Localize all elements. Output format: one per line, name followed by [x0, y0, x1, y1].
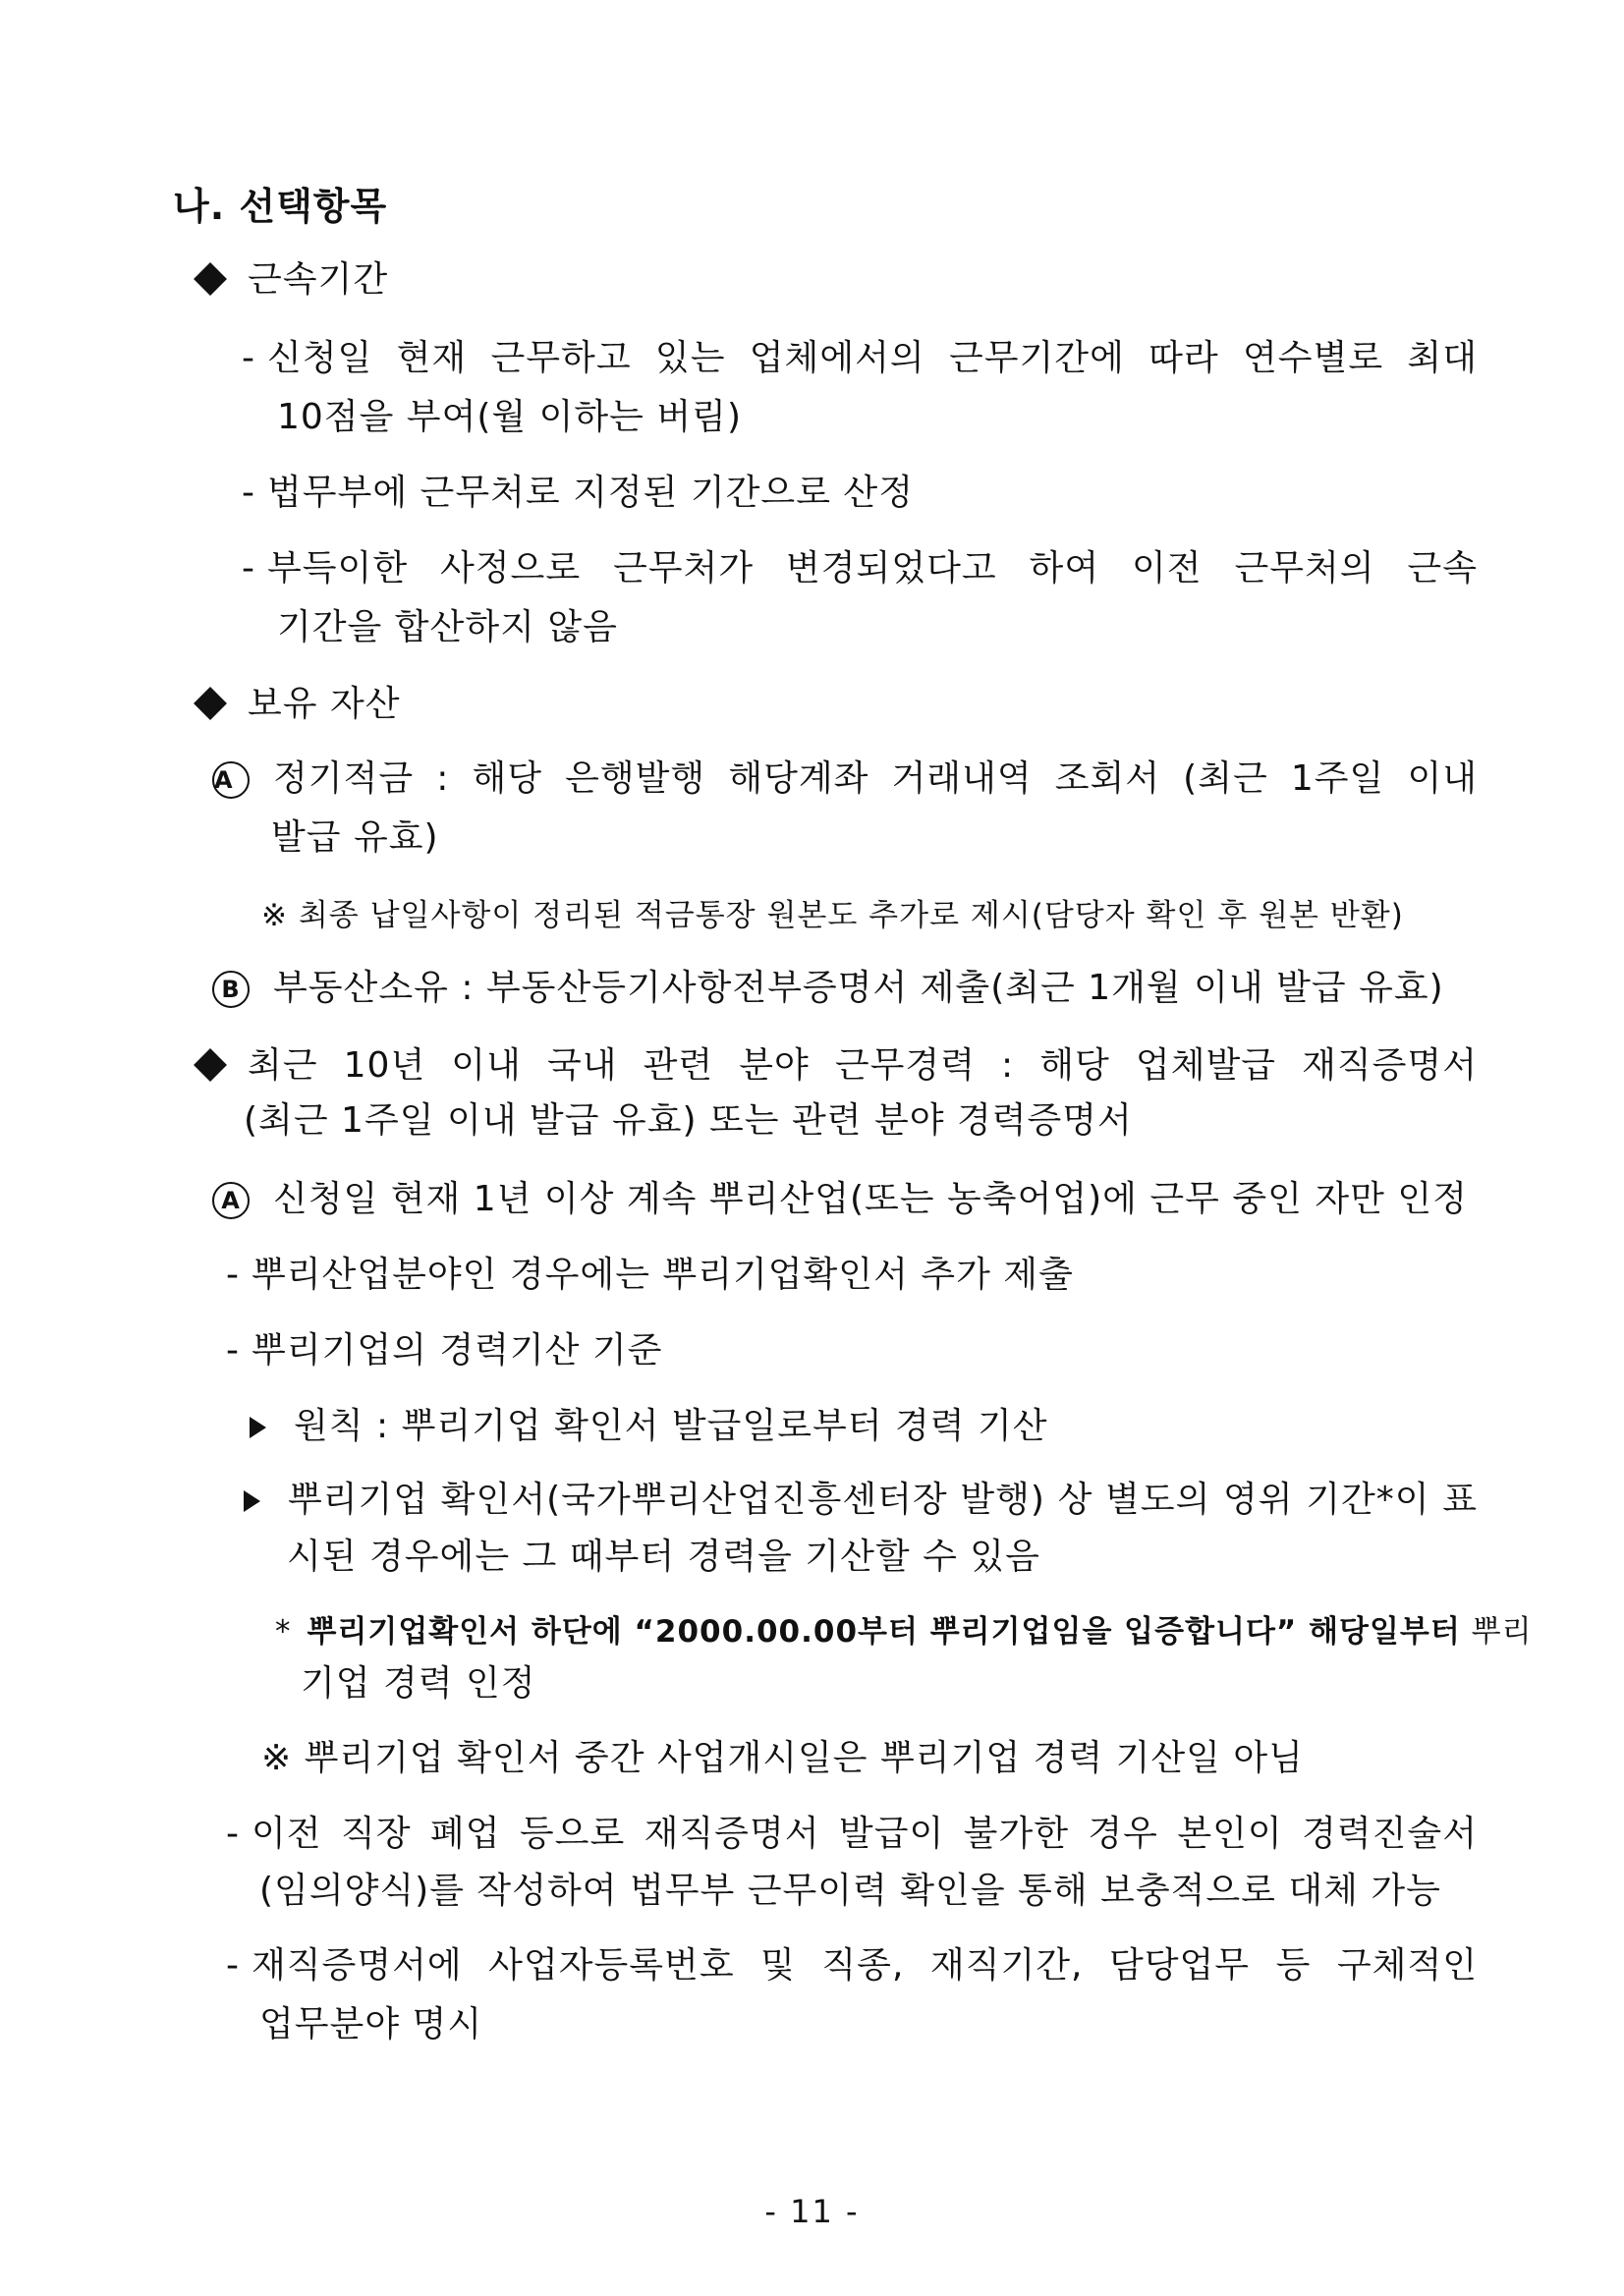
- triangle-bullet-icon: [250, 1417, 266, 1438]
- tenure-heading: 근속기간: [193, 258, 388, 302]
- tenure-item-2: - 법무부에 근무처로 지정된 기간으로 산정: [242, 473, 914, 513]
- assets-savings-note: ※ 최종 납일사항이 정리된 적금통장 원본도 추가로 제시(담당자 확인 후 원본 반환): [261, 898, 1404, 933]
- career-star-note-cont: 기업 경력 인정: [301, 1663, 536, 1704]
- circled-a-icon: A: [212, 761, 250, 799]
- tenure-item-3: - 부득이한 사정으로 근무처가 변경되었다고 하여 이전 근무처의 근속: [242, 548, 1478, 588]
- career-cert: 뿌리기업 확인서(국가뿌리산업진흥센터장 발행) 상 별도의 영위 기간*이 표: [244, 1479, 1478, 1522]
- section-title: 나. 선택항목: [173, 185, 388, 228]
- page-number: - 11 -: [764, 2193, 860, 2230]
- career-root-requirement: A 신청일 현재 1년 이상 계속 뿌리산업(또는 농축어업)에 근무 중인 자만 인정: [212, 1178, 1468, 1221]
- career-root-item-1: - 뿌리산업분야인 경우에는 뿌리기업확인서 추가 제출: [226, 1255, 1074, 1295]
- circled-a-icon: A: [212, 1182, 250, 1219]
- assets-savings: A 정기적금 : 해당 은행발행 해당계좌 거래내역 조회서 (최근 1주일 이내: [214, 758, 1478, 799]
- circled-b-icon: B: [212, 971, 250, 1008]
- assets-savings-cont: 발급 유효): [271, 817, 439, 858]
- tenure-item-1-cont: 10점을 부여(월 이하는 버림): [277, 397, 742, 437]
- career-cert-cont: 시된 경우에는 그 때부터 경력을 기산할 수 있음: [287, 1537, 1040, 1577]
- diamond-bullet-icon: [194, 1048, 227, 1082]
- career-root-item-2: - 뿌리기업의 경력기산 기준: [226, 1330, 663, 1371]
- career-closure: - 이전 직장 폐업 등으로 재직증명서 발급이 불가한 경우 본인이 경력진술서: [226, 1814, 1478, 1854]
- diamond-bullet-icon: [194, 687, 227, 720]
- career-closure-cont: (임의양식)를 작성하여 법무부 근무이력 확인을 통해 보충적으로 대체 가능: [259, 1871, 1441, 1911]
- diamond-bullet-icon: [194, 262, 227, 296]
- career-midnote: ※ 뿌리기업 확인서 중간 사업개시일은 뿌리기업 경력 기산일 아님: [261, 1738, 1304, 1778]
- career-spec: - 재직증명서에 사업자등록번호 및 직종, 재직기간, 담당업무 등 구체적인: [226, 1945, 1478, 1986]
- career-heading: 최근 10년 이내 국내 관련 분야 근무경력 : 해당 업체발급 재직증명서: [193, 1044, 1478, 1088]
- tenure-item-3-cont: 기간을 합산하지 않음: [277, 607, 618, 647]
- career-star-note: * 뿌리기업확인서 하단에 “2000.00.00부터 뿌리기업임을 입증합니다” 해당일부터 뿌리: [275, 1614, 1533, 1650]
- tenure-item-1: - 신청일 현재 근무하고 있는 업체에서의 근무기간에 따라 연수별로 최대: [242, 338, 1478, 378]
- career-principle: 원칙 : 뿌리기업 확인서 발급일로부터 경력 기산: [250, 1405, 1048, 1448]
- career-heading-cont: (최근 1주일 이내 발급 유효) 또는 관련 분야 경력증명서: [244, 1100, 1133, 1141]
- assets-realestate: B 부동산소유 : 부동산등기사항전부증명서 제출(최근 1개월 이내 발급 유효): [212, 967, 1444, 1010]
- career-spec-cont: 업무분야 명시: [259, 2004, 483, 2044]
- assets-heading: 보유 자산: [193, 683, 401, 726]
- triangle-bullet-icon: [244, 1490, 260, 1512]
